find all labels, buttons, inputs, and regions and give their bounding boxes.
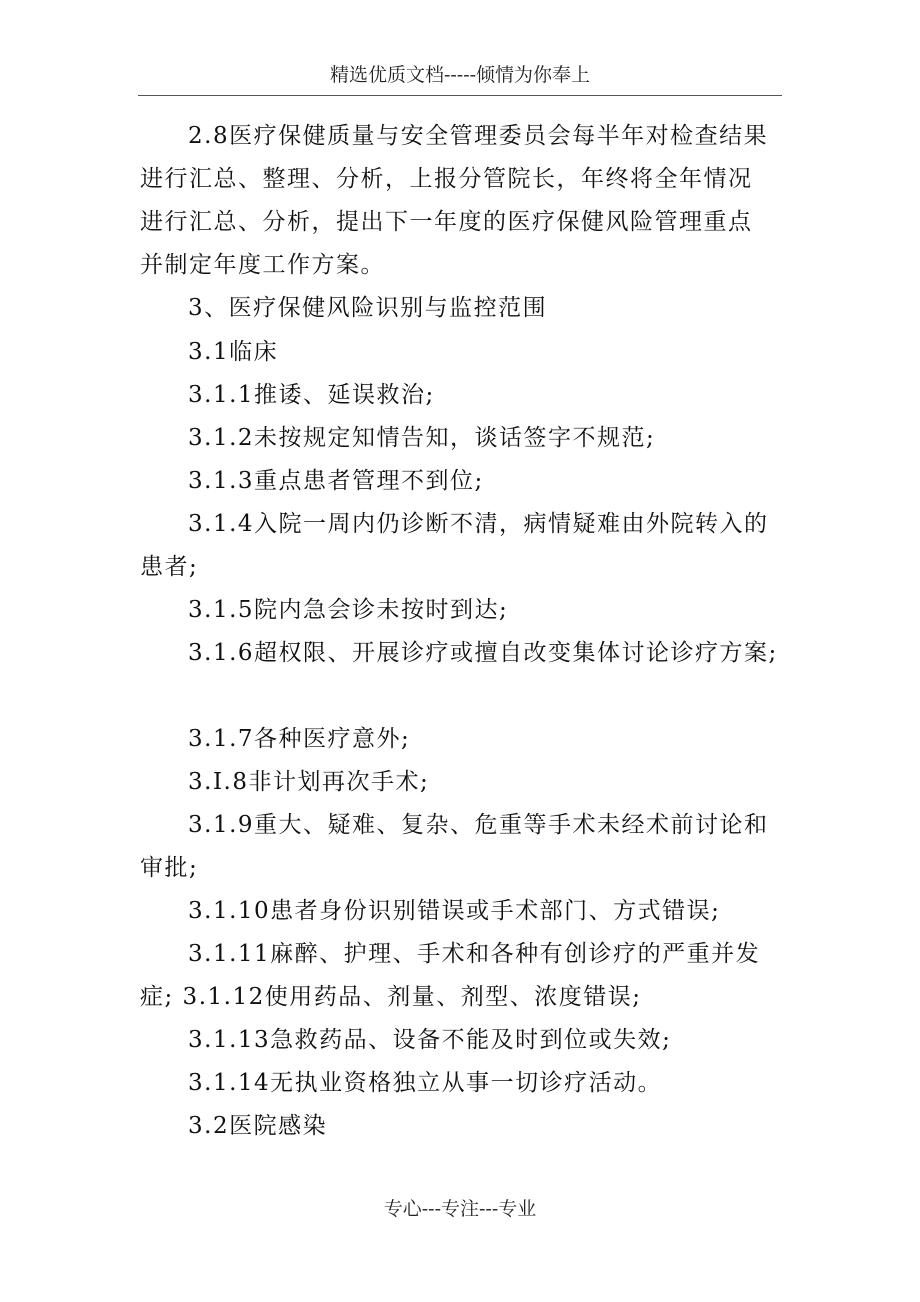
list-item: 3.1.13急救药品、设备不能及时到位或失效; [188,1027,672,1053]
subsection-heading: 3.2医院感染 [188,1113,328,1139]
list-item: 3.1.2未按规定知情告知，谈话签字不规范; [188,425,656,451]
list-item-continuation: 审批; [140,855,199,881]
list-item-continuation: 症; 3.1.12使用药品、剂量、剂型、浓度错误; [140,984,642,1010]
list-item: 3.1.4入院一周内仍诊断不清，病情疑难由外院转入的 [188,511,769,537]
paragraph-line: 进行汇总、整理、分析，上报分管院长，年终将全年情况 [140,166,753,192]
list-item: 3.1.3重点患者管理不到位; [188,468,484,494]
list-item: 3.1.1推诿、延误救治; [188,382,435,408]
page-header: 精选优质文档-----倾情为你奉上 [329,64,591,86]
list-item: 3.1.5院内急会诊未按时到达; [188,597,509,623]
list-item: 3.1.14无执业资格独立从事一切诊疗活动。 [188,1070,663,1096]
subsection-heading: 3.1临床 [188,339,279,365]
paragraph-line: 进行汇总、分析，提出下一年度的医疗保健风险管理重点 [140,209,753,235]
list-item: 3.1.11麻醉、护理、手术和各种有创诊疗的严重并发 [188,941,761,967]
paragraph-line: 2.8医疗保健质量与安全管理委员会每半年对检查结果 [188,123,769,149]
list-item: 3.1.9重大、疑难、复杂、危重等手术未经术前讨论和 [188,812,769,838]
list-item: 3.1.10患者身份识别错误或手术部门、方式错误; [188,898,721,924]
page-footer: 专心---专注---专业 [383,1198,537,1220]
list-item: 3.I.8非计划再次手术; [188,769,430,795]
list-item: 3.1.6超权限、开展诊疗或擅自改变集体讨论诊疗方案; [188,640,778,666]
section-heading: 3、医疗保健风险识别与监控范围 [188,295,548,321]
list-item: 3.1.7各种医疗意外; [188,726,411,752]
paragraph-line: 并制定年度工作方案。 [140,252,385,278]
header-divider [138,95,782,96]
list-item-continuation: 患者; [140,554,199,580]
